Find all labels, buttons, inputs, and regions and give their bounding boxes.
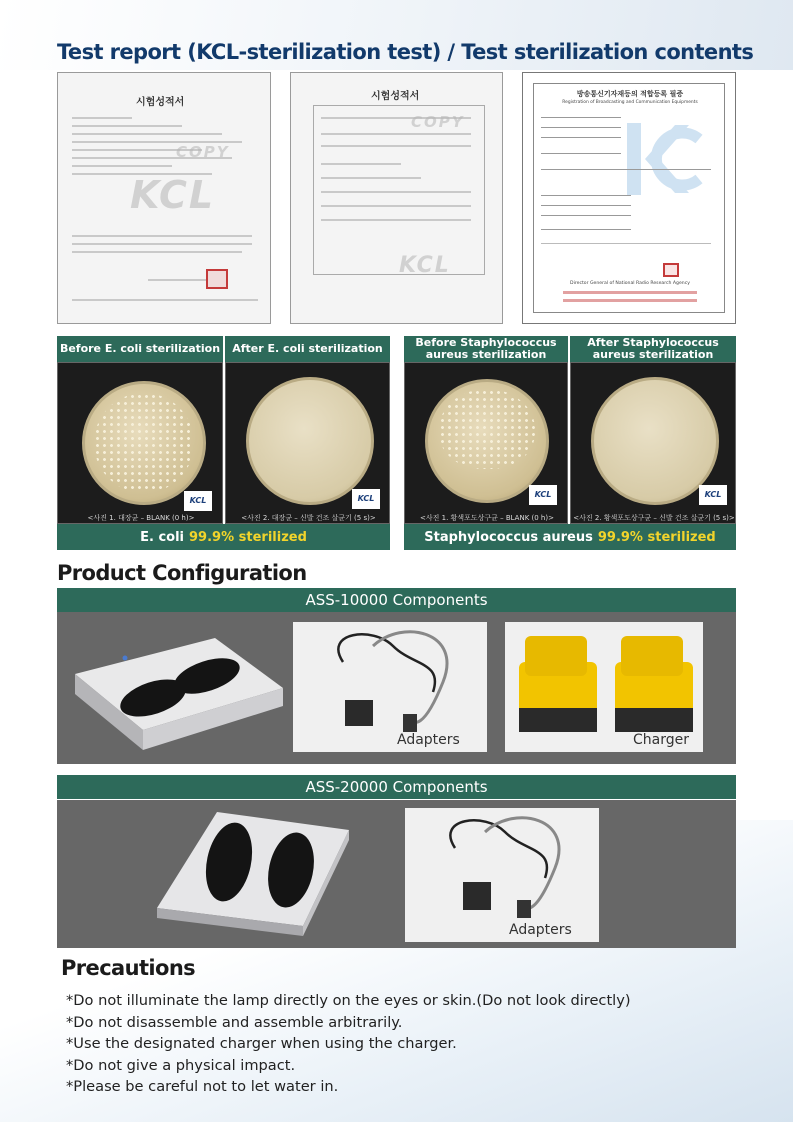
ass20000-components-panel [57, 800, 736, 948]
copy-watermark: COPY [411, 113, 465, 131]
kcl-logo: KCL [699, 485, 727, 505]
adapters-label: Adapters [397, 732, 460, 748]
kcl-logo: KCL [529, 485, 557, 505]
certificate-title-korean: 방송통신기자재등의 적합등록 필증 [576, 90, 684, 98]
precaution-item: *Do not disassemble and assemble arbitrarily. [66, 1013, 403, 1031]
adapters-image-box [293, 622, 487, 752]
photo-caption: <사진 2. 대장균 – 신발 건조 살균기 (5 s)> [241, 514, 376, 522]
precautions-heading: Precautions [61, 956, 196, 980]
charger-image-box [505, 622, 703, 752]
staph-before-label: Before Staphylococcus aureus sterilization [404, 336, 568, 362]
official-stamp [206, 269, 228, 289]
precautions-list [66, 990, 756, 1098]
test-report-document-1 [57, 72, 271, 324]
copy-watermark: COPY [176, 143, 230, 161]
staph-after-label: After Staphylococcus aureus sterilization [570, 336, 736, 362]
precaution-item: *Please be careful not to let water in. [66, 1078, 339, 1096]
precaution-item: *Do not illuminate the lamp directly on the eyes or skin.(Do not look directly) [66, 992, 631, 1009]
ecoli-result-name: E. coli [140, 529, 185, 545]
photo-caption: <사진 1. 황색포도상구균 – BLANK (0 h)> [420, 514, 554, 522]
kc-mark-icon [623, 119, 703, 199]
page-title: Test report (KCL-sterilization test) / Test sterilization contents [57, 40, 754, 64]
precaution-item: *Use the designated charger when using the charger. [66, 1035, 457, 1053]
photo-caption: <사진 2. 황색포도상구균 – 신발 건조 살균기 (5 s)> [573, 514, 735, 522]
kcl-watermark: KCL [130, 173, 216, 217]
certificate-footer: Director General of National Radio Research Agency [570, 281, 690, 286]
ass20000-title-bar: ASS-20000 Components [57, 775, 736, 799]
ass10000-device-image [65, 626, 285, 756]
adapters-image-box-2 [405, 808, 599, 942]
kcl-logo: KCL [184, 491, 212, 511]
test-report-document-2 [290, 72, 503, 324]
ecoli-result-banner [57, 524, 390, 550]
photo-caption: <사진 1. 대장균 – BLANK (0 h)> [87, 514, 195, 522]
staph-result-banner [404, 524, 736, 550]
ecoli-after-photo [225, 362, 390, 524]
ecoli-after-label: After E. coli sterilization [225, 336, 390, 362]
document-heading: 시험성적서 [371, 91, 420, 102]
staph-result-percent: 99.9% sterilized [597, 529, 716, 545]
staph-result-name: Staphylococcus aureus [424, 529, 593, 545]
ass20000-device-image [153, 804, 353, 942]
staph-after-photo [570, 362, 736, 524]
charger-label: Charger [633, 732, 689, 748]
kcl-watermark: KCL [399, 253, 451, 278]
ass10000-components-panel [57, 612, 736, 764]
ecoli-result-percent: 99.9% sterilized [189, 529, 307, 545]
adapters-label: Adapters [509, 922, 572, 938]
staph-before-photo [404, 362, 568, 524]
ecoli-before-photo [57, 362, 223, 524]
registration-certificate [522, 72, 736, 324]
official-stamp [663, 263, 679, 277]
document-heading: 시험성적서 [136, 97, 185, 108]
kcl-logo: KCL [352, 489, 380, 509]
product-configuration-heading: Product Configuration [57, 561, 307, 585]
ecoli-before-label: Before E. coli sterilization [57, 336, 223, 362]
ass10000-title-bar: ASS-10000 Components [57, 588, 736, 612]
certificate-title-english: Registration of Broadcasting and Communication Equipments [562, 100, 698, 105]
precaution-item: *Do not give a physical impact. [66, 1056, 296, 1074]
